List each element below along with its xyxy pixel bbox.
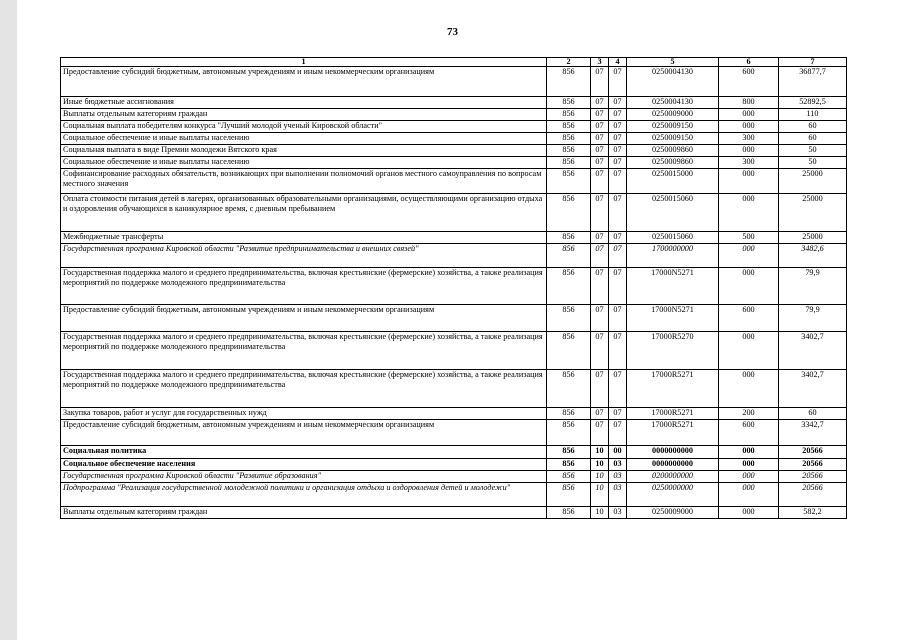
cell-target-article: 0250015060 (627, 194, 719, 232)
table-row (61, 483, 847, 507)
cell-subsection: 07 (609, 370, 627, 408)
cell-section: 07 (591, 332, 609, 370)
cell-grbs: 856 (547, 244, 591, 268)
cell-subsection: 07 (609, 232, 627, 244)
cell-amount: 50 (779, 145, 847, 157)
cell-subsection: 07 (609, 133, 627, 145)
header-col-3: 3 (591, 58, 609, 67)
cell-amount: 20566 (779, 471, 847, 483)
cell-expense-type: 600 (719, 305, 779, 332)
cell-grbs: 856 (547, 408, 591, 420)
budget-table (60, 57, 847, 519)
cell-subsection: 07 (609, 408, 627, 420)
cell-target-article: 0250015060 (627, 232, 719, 244)
cell-expense-type: 300 (719, 157, 779, 169)
table-row (61, 370, 847, 408)
cell-name: Государственная программа Кировской области "Развитие предпринимательства и внешних связей" (61, 244, 547, 268)
cell-grbs: 856 (547, 194, 591, 232)
cell-expense-type: 000 (719, 268, 779, 305)
cell-amount: 79,9 (779, 305, 847, 332)
cell-section: 07 (591, 420, 609, 446)
cell-target-article: 17000N5271 (627, 305, 719, 332)
cell-subsection: 07 (609, 305, 627, 332)
cell-grbs: 856 (547, 471, 591, 483)
cell-target-article: 0250015000 (627, 169, 719, 194)
cell-name: Социальная выплата в виде Премии молодежи Вятского края (61, 145, 547, 157)
cell-section: 07 (591, 97, 609, 109)
cell-expense-type: 000 (719, 483, 779, 507)
cell-amount: 60 (779, 133, 847, 145)
cell-amount: 79,9 (779, 268, 847, 305)
cell-section: 07 (591, 109, 609, 121)
cell-grbs: 856 (547, 97, 591, 109)
cell-name: Софинансирование расходных обязательств, возникающих при выполнении полномочий органов местного самоуправления по вопросам местного значения (61, 169, 547, 194)
cell-grbs: 856 (547, 268, 591, 305)
table-row (61, 109, 847, 121)
cell-expense-type: 000 (719, 194, 779, 232)
cell-target-article: 0250004130 (627, 67, 719, 97)
cell-subsection: 07 (609, 109, 627, 121)
cell-expense-type: 000 (719, 446, 779, 459)
cell-section: 07 (591, 194, 609, 232)
cell-subsection: 07 (609, 244, 627, 268)
cell-target-article: 0250009150 (627, 133, 719, 145)
cell-grbs: 856 (547, 483, 591, 507)
table-row (61, 446, 847, 459)
cell-expense-type: 000 (719, 471, 779, 483)
cell-target-article: 0250009000 (627, 109, 719, 121)
cell-name: Социальное обеспечение населения (61, 459, 547, 471)
cell-name: Иные бюджетные ассигнования (61, 97, 547, 109)
cell-amount: 25000 (779, 194, 847, 232)
table-row (61, 459, 847, 471)
cell-subsection: 07 (609, 268, 627, 305)
cell-amount: 582,2 (779, 507, 847, 519)
cell-name: Межбюджетные трансферты (61, 232, 547, 244)
cell-section: 07 (591, 67, 609, 97)
cell-expense-type: 500 (719, 232, 779, 244)
cell-amount: 3482,6 (779, 244, 847, 268)
cell-grbs: 856 (547, 305, 591, 332)
table-row (61, 471, 847, 483)
cell-subsection: 07 (609, 67, 627, 97)
cell-grbs: 856 (547, 459, 591, 471)
cell-expense-type: 000 (719, 507, 779, 519)
cell-subsection: 07 (609, 97, 627, 109)
cell-amount: 3342,7 (779, 420, 847, 446)
cell-section: 07 (591, 268, 609, 305)
cell-grbs: 856 (547, 109, 591, 121)
cell-section: 10 (591, 446, 609, 459)
cell-section: 07 (591, 121, 609, 133)
cell-grbs: 856 (547, 370, 591, 408)
cell-section: 07 (591, 408, 609, 420)
cell-amount: 20566 (779, 459, 847, 471)
cell-target-article: 0250000000 (627, 483, 719, 507)
cell-name: Социальное обеспечение и иные выплаты населению (61, 157, 547, 169)
cell-name: Социальное обеспечение и иные выплаты населению (61, 133, 547, 145)
cell-target-article: 0250004130 (627, 97, 719, 109)
table-row (61, 97, 847, 109)
cell-amount: 20566 (779, 446, 847, 459)
cell-name: Государственная поддержка малого и среднего предпринимательства, включая крестьянские (фермерские) хозяйства, а также реализация мероприятий по поддержке молодежного предпринимательства (61, 370, 547, 408)
cell-subsection: 03 (609, 459, 627, 471)
cell-target-article: 17000R5271 (627, 370, 719, 408)
cell-grbs: 856 (547, 121, 591, 133)
cell-grbs: 856 (547, 157, 591, 169)
scan-left-margin (0, 0, 17, 640)
cell-section: 07 (591, 244, 609, 268)
cell-grbs: 856 (547, 232, 591, 244)
cell-amount: 20566 (779, 483, 847, 507)
cell-target-article: 0250009150 (627, 121, 719, 133)
cell-grbs: 856 (547, 420, 591, 446)
header-row (61, 58, 847, 67)
cell-amount: 110 (779, 109, 847, 121)
table-row (61, 67, 847, 97)
cell-grbs: 856 (547, 133, 591, 145)
cell-subsection: 07 (609, 194, 627, 232)
cell-section: 10 (591, 459, 609, 471)
table-row (61, 408, 847, 420)
cell-section: 07 (591, 145, 609, 157)
cell-subsection: 03 (609, 483, 627, 507)
cell-name: Предоставление субсидий бюджетным, автономным учреждениям и иным некоммерческим организациям (61, 420, 547, 446)
cell-name: Социальная политика (61, 446, 547, 459)
cell-subsection: 00 (609, 446, 627, 459)
table-row (61, 244, 847, 268)
cell-target-article: 1700000000 (627, 244, 719, 268)
page-number: 73 (447, 26, 458, 38)
table-row (61, 121, 847, 133)
cell-expense-type: 000 (719, 145, 779, 157)
cell-name: Предоставление субсидий бюджетным, автономным учреждениям и иным некоммерческим организациям (61, 67, 547, 97)
cell-section: 07 (591, 157, 609, 169)
table-row (61, 133, 847, 145)
cell-target-article: 0200000000 (627, 471, 719, 483)
cell-section: 07 (591, 232, 609, 244)
table-row (61, 145, 847, 157)
cell-section: 10 (591, 471, 609, 483)
cell-subsection: 07 (609, 332, 627, 370)
header-col-4: 4 (609, 58, 627, 67)
cell-expense-type: 000 (719, 109, 779, 121)
cell-grbs: 856 (547, 67, 591, 97)
cell-expense-type: 000 (719, 169, 779, 194)
cell-expense-type: 600 (719, 67, 779, 97)
cell-section: 07 (591, 305, 609, 332)
cell-grbs: 856 (547, 332, 591, 370)
cell-target-article: 0000000000 (627, 446, 719, 459)
cell-amount: 3402,7 (779, 370, 847, 408)
table-row (61, 169, 847, 194)
cell-name: Выплаты отдельным категориям граждан (61, 507, 547, 519)
cell-name: Закупка товаров, работ и услуг для государственных нужд (61, 408, 547, 420)
cell-grbs: 856 (547, 507, 591, 519)
cell-amount: 52892,5 (779, 97, 847, 109)
cell-amount: 25000 (779, 232, 847, 244)
header-col-2: 2 (547, 58, 591, 67)
cell-subsection: 03 (609, 507, 627, 519)
cell-name: Подпрограмма "Реализация государственной молодежной политики и организация отдыха и оздоровления детей и молодежи" (61, 483, 547, 507)
cell-name: Социальная выплата победителям конкурса "Лучший молодой ученый Кировской области" (61, 121, 547, 133)
table-row (61, 232, 847, 244)
cell-section: 07 (591, 370, 609, 408)
cell-expense-type: 800 (719, 97, 779, 109)
cell-amount: 60 (779, 408, 847, 420)
cell-section: 07 (591, 133, 609, 145)
cell-expense-type: 300 (719, 133, 779, 145)
table-row (61, 507, 847, 519)
cell-amount: 3402,7 (779, 332, 847, 370)
cell-target-article: 0000000000 (627, 459, 719, 471)
cell-subsection: 07 (609, 420, 627, 446)
cell-expense-type: 000 (719, 332, 779, 370)
cell-name: Государственная программа Кировской области "Развитие образования" (61, 471, 547, 483)
header-col-1: 1 (61, 58, 547, 67)
cell-subsection: 07 (609, 169, 627, 194)
cell-expense-type: 200 (719, 408, 779, 420)
cell-expense-type: 000 (719, 370, 779, 408)
cell-subsection: 07 (609, 157, 627, 169)
cell-target-article: 17000R5270 (627, 332, 719, 370)
cell-name: Предоставление субсидий бюджетным, автономным учреждениям и иным некоммерческим организациям (61, 305, 547, 332)
cell-name: Выплаты отдельным категориям граждан (61, 109, 547, 121)
cell-grbs: 856 (547, 145, 591, 157)
cell-name: Оплата стоимости питания детей в лагерях, организованных образовательными организациями, осуществляющими организацию отдыха и оздоровления обучающихся в каникулярное время, с дневным пребыванием (61, 194, 547, 232)
cell-expense-type: 000 (719, 459, 779, 471)
table-row (61, 420, 847, 446)
header-col-7: 7 (779, 58, 847, 67)
cell-subsection: 03 (609, 471, 627, 483)
cell-grbs: 856 (547, 169, 591, 194)
cell-target-article: 0250009860 (627, 145, 719, 157)
cell-amount: 25000 (779, 169, 847, 194)
cell-name: Государственная поддержка малого и среднего предпринимательства, включая крестьянские (фермерские) хозяйства, а также реализация мероприятий по поддержке молодежного предпринимательства (61, 332, 547, 370)
cell-amount: 50 (779, 157, 847, 169)
cell-name: Государственная поддержка малого и среднего предпринимательства, включая крестьянские (фермерские) хозяйства, а также реализация мероприятий по поддержке молодежного предпринимательства (61, 268, 547, 305)
cell-target-article: 17000R5271 (627, 408, 719, 420)
cell-section: 07 (591, 169, 609, 194)
table-row (61, 157, 847, 169)
cell-subsection: 07 (609, 121, 627, 133)
cell-section: 10 (591, 483, 609, 507)
cell-expense-type: 000 (719, 121, 779, 133)
cell-grbs: 856 (547, 446, 591, 459)
cell-target-article: 0250009860 (627, 157, 719, 169)
table-row (61, 194, 847, 232)
table-row (61, 332, 847, 370)
cell-expense-type: 000 (719, 244, 779, 268)
cell-target-article: 17000N5271 (627, 268, 719, 305)
table-row (61, 305, 847, 332)
cell-expense-type: 600 (719, 420, 779, 446)
cell-target-article: 17000R5271 (627, 420, 719, 446)
cell-subsection: 07 (609, 145, 627, 157)
cell-amount: 36877,7 (779, 67, 847, 97)
cell-target-article: 0250009000 (627, 507, 719, 519)
table-row (61, 268, 847, 305)
cell-amount: 60 (779, 121, 847, 133)
header-col-5: 5 (627, 58, 719, 67)
header-col-6: 6 (719, 58, 779, 67)
cell-section: 10 (591, 507, 609, 519)
